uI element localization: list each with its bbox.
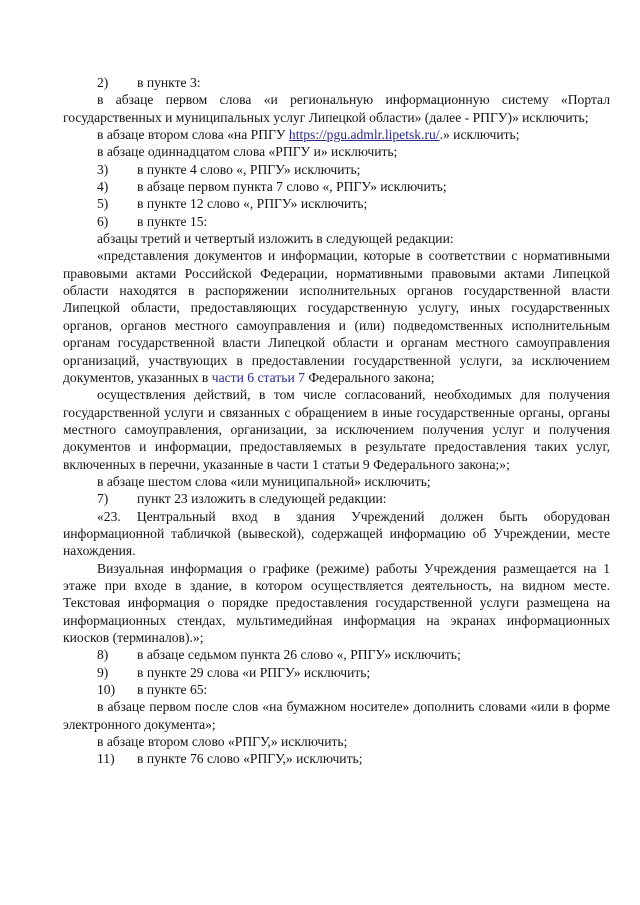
list-item bbox=[63, 74, 610, 91]
list-item bbox=[63, 681, 610, 698]
list-item bbox=[63, 646, 610, 663]
list-item bbox=[63, 161, 610, 178]
item-text: в пункте 12 слово «, РПГУ» исключить; bbox=[137, 196, 368, 212]
item-text: в пункте 4 слово «, РПГУ» исключить; bbox=[137, 161, 361, 177]
item-text: в абзаце седьмом пункта 26 слово «, РПГУ» исключить; bbox=[137, 647, 461, 663]
item-number: 2) bbox=[97, 75, 109, 90]
item-number: 8) bbox=[97, 647, 109, 663]
item-number: 7) bbox=[97, 491, 109, 507]
quoted-paragraph: Визуальная информация о графике (режиме) работы Учреждения размещается на 1 этаже при входе в здание, в котором осуществляется деятельность, на видном месте. Текстовая информация о порядке предоставления государственной услуги размещена на информационных стендах, мультимедийная информация на экранах информационных киосков (терминалов).»; bbox=[63, 560, 610, 645]
paragraph-text: .» исключить; bbox=[439, 127, 520, 143]
portal-link[interactable]: https://pgu.admlr.lipetsk.ru/ bbox=[288, 127, 440, 143]
list-item bbox=[63, 213, 610, 230]
paragraph: в абзаце первом слова «и региональную информационную систему «Портал государственных и муниципальных услуг Липецкой области» (далее - РПГУ)» исключить; bbox=[63, 92, 610, 125]
item-number: 4) bbox=[97, 179, 109, 195]
item-text: в пункте 65: bbox=[137, 682, 208, 698]
paragraph: в абзаце одиннадцатом слова «РПГУ и» исключить; bbox=[97, 144, 398, 160]
paragraph-text: в абзаце втором слова «на РПГУ bbox=[97, 127, 289, 143]
item-text: в пункте 15: bbox=[137, 213, 208, 229]
quoted-paragraph: осуществления действий, в том числе согласований, необходимых для получения государственной услуги и связанных с обращением в иные государственные органы, органы местного самоуправления, организации, за исключением получения услуг и получения документов и информации, предоставляемых в результате предоставления таких услуг, включенных в перечни, указанные в части 1 статьи 9 Федерального закона;»; bbox=[63, 387, 610, 472]
list-item bbox=[63, 750, 610, 767]
list-item bbox=[63, 178, 610, 195]
item-number: 6) bbox=[97, 213, 109, 229]
law-reference-link[interactable]: части 6 статьи 7 bbox=[211, 369, 305, 385]
quoted-paragraph bbox=[63, 247, 610, 386]
item-number: 3) bbox=[97, 161, 109, 177]
paragraph: в абзаце втором слово «РПГУ,» исключить; bbox=[97, 734, 348, 750]
paragraph: в абзаце первом после слов «на бумажном носителе» дополнить словами «или в форме электронного документа»; bbox=[63, 699, 610, 732]
quoted-paragraph: «23. Центральный вход в здания Учреждений должен быть оборудован информационной табличкой (вывеской), содержащей информацию об Учреждении, месте нахождения. bbox=[63, 508, 610, 559]
list-item bbox=[63, 490, 610, 507]
paragraph: абзацы третий и четвертый изложить в следующей редакции: bbox=[97, 231, 454, 247]
item-text: пункт 23 изложить в следующей редакции: bbox=[137, 491, 387, 507]
item-number: 11) bbox=[97, 751, 115, 767]
paragraph: в абзаце шестом слова «или муниципальной» исключить; bbox=[97, 473, 431, 489]
item-text: в абзаце первом пункта 7 слово «, РПГУ» исключить; bbox=[137, 179, 447, 195]
item-text: в пункте 76 слово «РПГУ,» исключить; bbox=[137, 751, 363, 767]
list-item bbox=[63, 664, 610, 681]
paragraph-text: Федерального закона; bbox=[304, 369, 435, 385]
item-number: 10) bbox=[97, 682, 116, 698]
item-text: в пункте 29 слова «и РПГУ» исключить; bbox=[137, 664, 371, 680]
item-number: 5) bbox=[97, 196, 109, 212]
paragraph bbox=[63, 126, 610, 143]
paragraph-text: «представления документов и информации, которые в соответствии с нормативными правовыми актами Российской Федерации, нормативными правовыми актами Липецкой области находятся в распоряжении исполнительных органов государственной власти Липецкой области, предоставляющих государственную услугу, иных государственных органов, органов местного самоуправления и (или) подведомственных исполнительным органам государственной власти Липецкой области и органам местного самоуправления организаций, участвующих в предоставлении государственной услуги, за исключением документов, указанных в bbox=[63, 248, 610, 385]
list-item bbox=[63, 195, 610, 212]
item-text: в пункте 3: bbox=[137, 75, 201, 90]
item-number: 9) bbox=[97, 664, 109, 680]
